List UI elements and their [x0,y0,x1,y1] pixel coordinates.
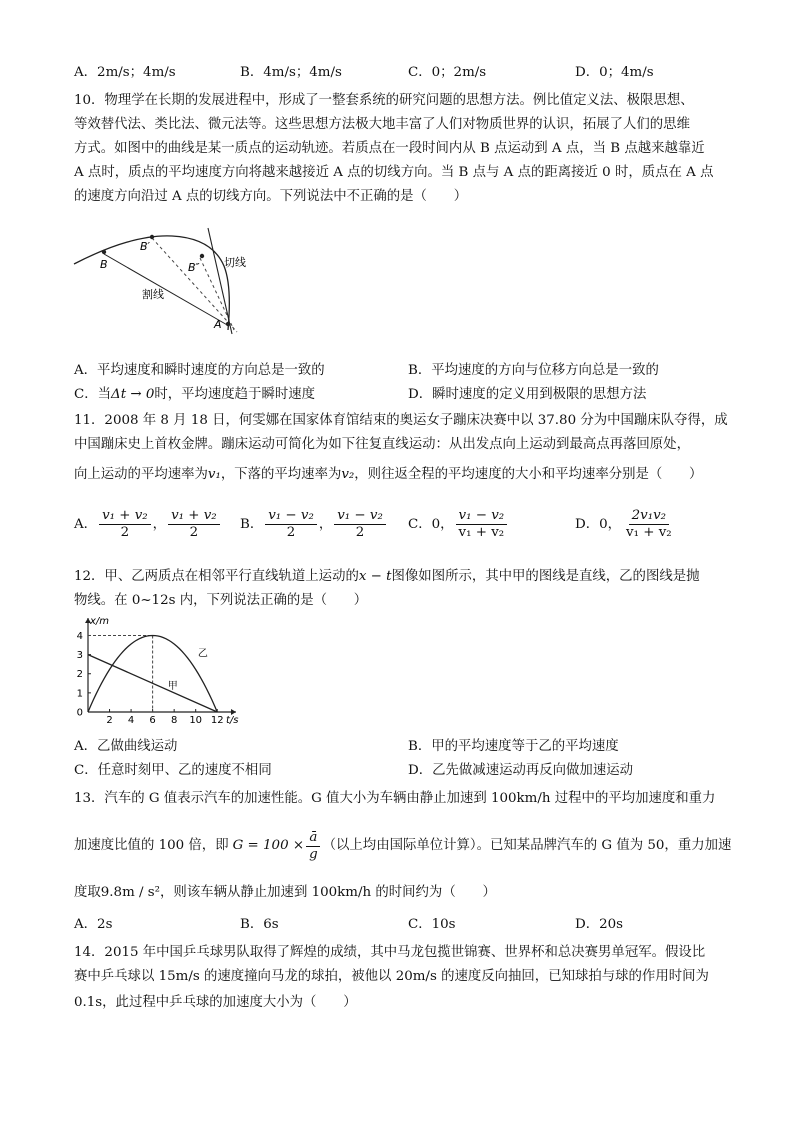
x-tick-label: 10 [189,715,203,726]
x-tick-label: 12 [210,715,224,726]
x-tick-label: 2 [106,715,113,726]
q10-text-line-5: 的速度方向沿过 A 点的切线方向。下列说法中不正确的是（ ） [74,189,468,204]
y-axis-label: x/m [90,616,110,627]
x-axis-label: t/s [226,715,239,726]
x-tick-label: 8 [170,715,178,726]
q11-option-a-frac-2: $\frac{\text{v₁ + v₂}}{2}$ [168,508,220,541]
q10-text-line-2: 等效替代法、类比法、微元法等。这些思想方法极大地丰富了人们对物质世界的认识，拓展了人们的思维 [74,117,690,132]
q13-line2-part-a: 加速度比值的 100 倍，即 [74,838,229,853]
q9-option-d: D．0；4m/s [575,65,654,80]
label-b2: B″ [188,261,200,274]
q11-option-b-frac-1: $\frac{\text{v₁ − v₂}}{2}$ [265,508,317,541]
q13-text-line-3 [74,884,496,902]
label-secant: 割线 [142,288,164,301]
x-tick-label: 4 [127,715,135,726]
q10-option-d: D．瞬时速度的定义用到极限的思想方法 [408,387,647,402]
q12-option-a: A．乙做曲线运动 [74,739,178,754]
x-tick-label: 6 [149,715,156,726]
q12-line1-math: x − t [358,569,392,584]
q13-line3-part-b: ，则该车辆从静止加速到 100km/h 的时间约为（ ） [160,885,496,900]
q10-trajectory-figure [72,226,262,336]
q11-option-d [575,508,677,541]
q13-option-c: C．10s [408,917,456,932]
q12-xt-chart [70,616,240,728]
q11-line3-part-c: ，则往返全程的平均速度的大小和平均速率分别是（ ） [354,467,703,482]
y-tick-label: 2 [76,669,83,681]
q10-text-line-3: 方式。如图中的曲线是某一质点的运动轨迹。若质点在一段时间内从 B 点运动到 A 点，当 B 点越来越靠近 [74,141,705,156]
q13-formula-frac: $\frac{ā}{g}$ [306,830,321,863]
secant-line-b1 [152,238,237,332]
q11-v1: v₁ [207,467,221,482]
label-b: B [100,258,108,271]
q10-option-a: A．平均速度和瞬时速度的方向总是一致的 [74,363,325,378]
q13-option-d: D．20s [575,917,624,932]
q11-option-b-frac-2: $\frac{\text{v₁ − v₂}}{2}$ [334,508,386,541]
point-a [226,322,230,326]
q13-line3-math: 9.8m / s² [100,885,161,900]
q10-text-line-1: 10．物理学在长期的发展进程中，形成了一整套系统的研究问题的思想方法。例比值定义法、极限思想、 [74,93,694,108]
q13-line3-part-a: 度取 [74,885,101,900]
y-tick-label: 3 [76,650,83,662]
q10-text-line-4: A 点时，质点的平均速度方向将越来越接近 A 点的切线方向。当 B 点与 A 点的距离接近 0 时，质点在 A 点 [74,165,714,180]
y-tick-label: 1 [76,688,83,700]
q11-option-d-frac: $\frac{\text{2v₁v₂}}{\text{v₁ + v₂}}$ [626,508,672,540]
q9-option-b: B．4m/s；4m/s [240,65,342,80]
q13-option-a: A．2s [74,917,113,932]
point-b [102,250,106,254]
q13-option-b: B．6s [240,917,279,932]
q9-option-a: A．2m/s；4m/s [74,65,176,80]
q11-text-line-3 [74,466,702,484]
q9-option-c: C．0；2m/s [408,65,487,80]
label-b1: B′ [140,240,151,253]
label-tangent: 切线 [224,256,246,269]
q11-option-b-label: B． [240,517,264,532]
q13-text-line-1: 13．汽车的 G 值表示汽车的加速性能。G 值大小为车辆由静止加速到 100km/h 过程中的平均加速度和重力 [74,791,716,806]
q14-text-line-3: 0.1s，此过程中乒乓球的加速度大小为（ ） [74,995,357,1010]
label-a: A [214,318,222,331]
q11-option-c [408,508,509,541]
q11-option-c-label: C．0， [408,517,454,532]
trajectory-curve [74,236,229,330]
q11-option-d-label: D．0， [575,517,622,532]
q10-option-c-prefix: C．当 [74,387,112,402]
q11-option-b: B． $\frac{\text{v₁ − v₂}}{2}$ ， $\frac{\text{v₁ − v₂}}{2}$ [240,508,388,541]
q13-formula-lhs: G = 100 × [232,838,305,853]
q12-text-line-1 [74,568,700,586]
point-b2 [200,254,204,258]
q12-option-b: B．甲的平均速度等于乙的平均速度 [408,739,619,754]
q11-option-a-label: A． [74,517,98,532]
q13-text-line-2 [74,826,731,866]
point-b1 [150,235,154,239]
q10-option-c-math: Δt → 0 [111,387,155,402]
q11-text-line-2: 中国蹦床史上首枚金牌。蹦床运动可简化为如下往复直线运动：从出发点向上运动到最高点再落回原处， [74,437,690,452]
y-tick-label: 4 [76,630,83,642]
q12-line1-part-a: 12．甲、乙两质点在相邻平行直线轨道上运动的 [74,569,359,584]
q14-text-line-1: 14．2015 年中国乒乓球男队取得了辉煌的成绩，其中马龙包揽世锦赛、世界杯和总决赛男单冠军。假设比 [74,945,706,960]
q12-line1-part-b: 图像如图所示，其中甲的图线是直线，乙的图线是抛 [391,569,700,584]
q10-option-c-suffix: 时，平均速度趋于瞬时速度 [154,387,316,402]
q11-text-line-1: 11．2008 年 8 月 18 日，何雯娜在国家体育馆结束的奥运女子蹦床决赛中以 37.80 分为中国蹦床队夺得，成 [74,413,728,428]
q11-option-a: A． $\frac{\text{v₁ + v₂}}{2}$ ， $\frac{\text{v₁ + v₂}}{2}$ [74,508,222,541]
q12-text-line-2: 物线。在 0~12s 内，下列说法正确的是（ ） [74,593,368,608]
q11-line3-part-a: 向上运动的平均速率为 [74,467,208,482]
q11-line3-part-b: ，下落的平均速率为 [220,467,342,482]
q11-option-c-frac: $\frac{\text{v₁ − v₂}}{\text{v₁ + v₂}}$ [456,508,508,541]
q13-line2-part-b: （以上均由国际单位计算）。已知某品牌汽车的 G 值为 50，重力加速 [322,838,732,853]
q11-option-a-frac-1: $\frac{\text{v₁ + v₂}}{2}$ [99,508,151,541]
q10-option-b: B．平均速度的方向与位移方向总是一致的 [408,363,659,378]
series-jia-label: 甲 [167,681,178,693]
q12-option-c: C．任意时刻甲、乙的速度不相同 [74,763,272,778]
y-tick-label: 0 [76,707,83,719]
q14-text-line-2: 赛中乒乓球以 15m/s 的速度撞向马龙的球拍，被他以 20m/s 的速度反向抽回，已知球拍与球的作用时间为 [74,969,709,984]
q10-option-c [74,386,315,404]
q12-option-d: D．乙先做减速运动再反向做加速运动 [408,763,633,778]
secant-line-b [104,254,229,326]
series-yi-label: 乙 [197,648,208,660]
q11-v2: v₂ [341,467,355,482]
